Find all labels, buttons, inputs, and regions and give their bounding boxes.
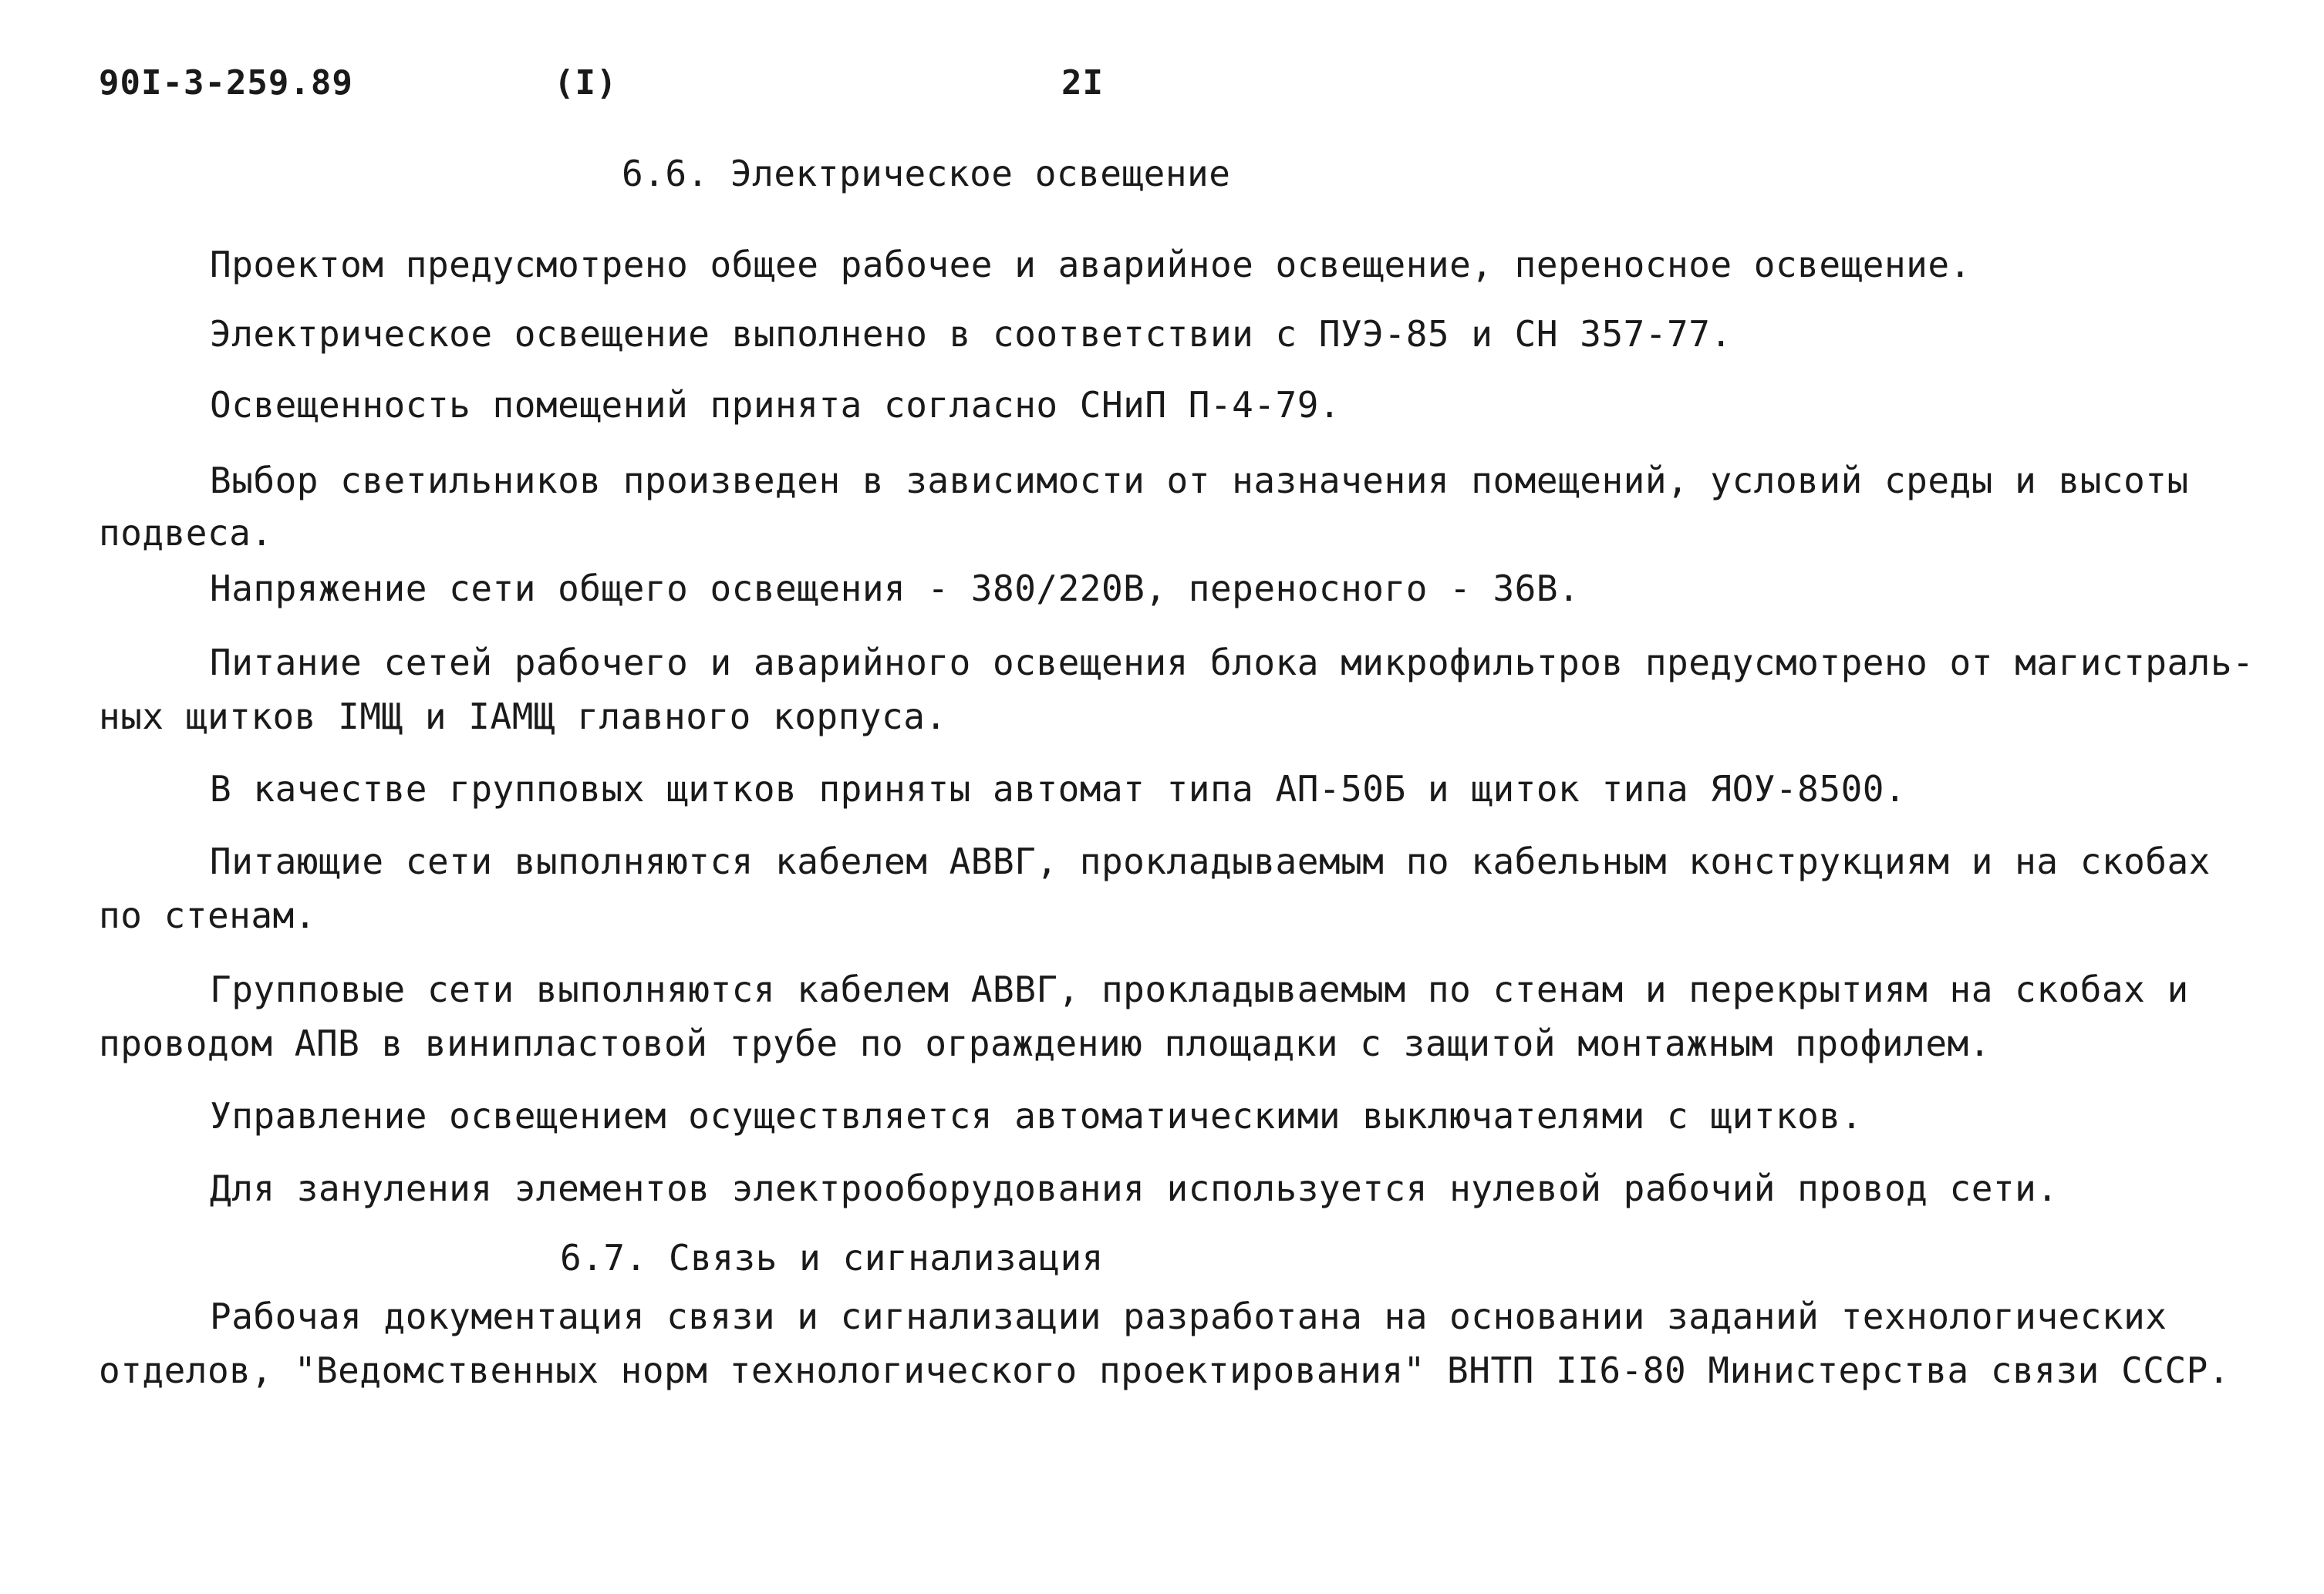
section-title-6-7: 6.7. Связь и сигнализация: [560, 1237, 1104, 1279]
paragraph-line: Питание сетей рабочего и аварийного освещения блока микрофильтров предусмотрено от магистраль-: [210, 642, 2255, 683]
paragraph-line: Напряжение сети общего освещения - 380/220В, переносного - 36В.: [210, 568, 1580, 609]
paragraph-line: Электрическое освещение выполнено в соответствии с ПУЭ-85 и СН 357-77.: [210, 313, 1732, 355]
paragraph-line: В качестве групповых щитков приняты автомат типа АП-50Б и щиток типа ЯОУ-8500.: [210, 768, 1907, 810]
paragraph-line: Групповые сети выполняются кабелем АВВГ, прокладываемым по стенам и перекрытиям на скобах и: [210, 969, 2189, 1010]
paragraph-line: ных щитков IМЩ и IАМЩ главного корпуса.: [99, 696, 947, 737]
page-number: 2I: [1061, 63, 1104, 103]
paragraph-line: проводом АПВ в винипластовой трубе по ограждению площадки с защитой монтажным профилем.: [99, 1023, 1991, 1064]
paragraph-line: Рабочая документация связи и сигнализации разработана на основании заданий технологических: [210, 1296, 2167, 1337]
paragraph-line: Проектом предусмотрено общее рабочее и аварийное освещение, переносное освещение.: [210, 244, 1972, 285]
paragraph-line: Управление освещением осуществляется автоматическими выключателями с щитков.: [210, 1095, 1863, 1137]
paragraph-line: Выбор светильников произведен в зависимости от назначения помещений, условий среды и высоты: [210, 460, 2189, 501]
paragraph-line: подвеса.: [99, 512, 273, 554]
paragraph-line: отделов, "Ведомственных норм технологического проектирования" ВНТП II6-80 Министерства связи СССР.: [99, 1350, 2231, 1391]
section-title-6-6: 6.6. Электрическое освещение: [622, 153, 1231, 194]
document-code: 90I-3-259.89: [99, 63, 353, 103]
paragraph-line: Для зануления элементов электрооборудования используется нулевой рабочий провод сети.: [210, 1168, 2059, 1209]
paragraph-line: по стенам.: [99, 895, 316, 936]
sheet-mark: (I): [554, 63, 618, 103]
paragraph-line: Питающие сети выполняются кабелем АВВГ, прокладываемым по кабельным конструкциям и на скобах: [210, 841, 2211, 882]
paragraph-line: Освещенность помещений принята согласно СНиП П-4-79.: [210, 384, 1341, 426]
